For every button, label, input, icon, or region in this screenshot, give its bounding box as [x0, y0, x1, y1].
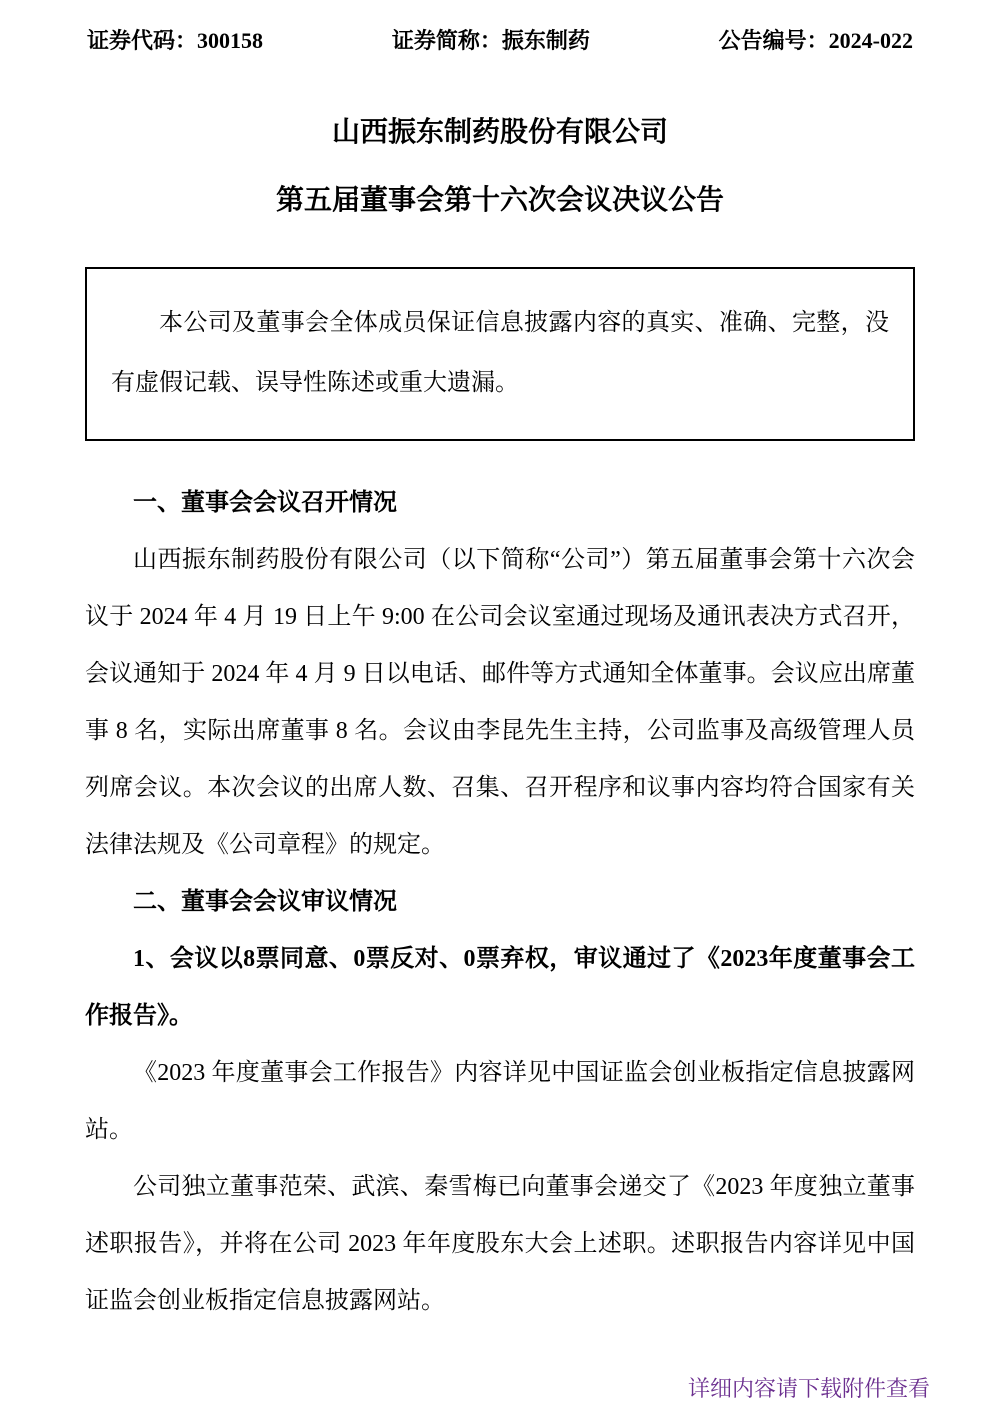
- document-body: [85, 475, 915, 1330]
- document-title-line1: 山西振东制药股份有限公司: [331, 117, 668, 148]
- paragraph-meeting-convening: 山西振东制药股份有限公司（以下简称“公司”）第五届董事会第十六次会议于 2024 年 4 月 19 日上午 9:00 在公司会议室通过现场及通讯表决方式召开，会议通知于 2024 年 4 月 9 日以电话、邮件等方式通知全体董事。会议应出席董事 8 名，实际出席董事 8 名。会议由李昆先生主持，公司监事及高级管理人员列席会议。本次会议的出席人数、召集、召开程序和议事内容均符合国家有关法律法规及《公司章程》的规定。: [85, 547, 915, 858]
- stock-code-label: 证券代码：300158: [87, 28, 264, 53]
- disclaimer-text: 本公司及董事会全体成员保证信息披露内容的真实、准确、完整，没有虚假记载、误导性陈述或重大遗漏。: [111, 310, 889, 396]
- paragraph-independent-directors: 公司独立董事范荣、武滨、秦雪梅已向董事会递交了《2023 年度独立董事述职报告》，并将在公司 2023 年年度股东大会上述职。述职报告内容详见中国证监会创业板指定信息披露网站。: [85, 1174, 915, 1314]
- announcement-number-label: 公告编号：2024-022: [718, 28, 913, 53]
- section-1-heading: 一、董事会会议召开情况: [133, 490, 397, 516]
- stock-name-label: 证券简称：振东制药: [391, 28, 590, 53]
- section-2-heading: 二、董事会会议审议情况: [133, 889, 397, 915]
- paragraph-resolution-1: 1、会议以8票同意、0票反对、0票弃权，审议通过了《2023年度董事会工作报告》。: [85, 946, 915, 1029]
- attachment-download-link[interactable]: 详细内容请下载附件查看: [687, 1376, 930, 1401]
- document-title-line2: 第五届董事会第十六次会议决议公告: [275, 185, 724, 216]
- paragraph-report-disclosure: 《2023 年度董事会工作报告》内容详见中国证监会创业板指定信息披露网站。: [85, 1060, 915, 1143]
- document-title: [85, 119, 915, 215]
- document-header: [85, 20, 915, 55]
- disclaimer-box: [85, 267, 915, 441]
